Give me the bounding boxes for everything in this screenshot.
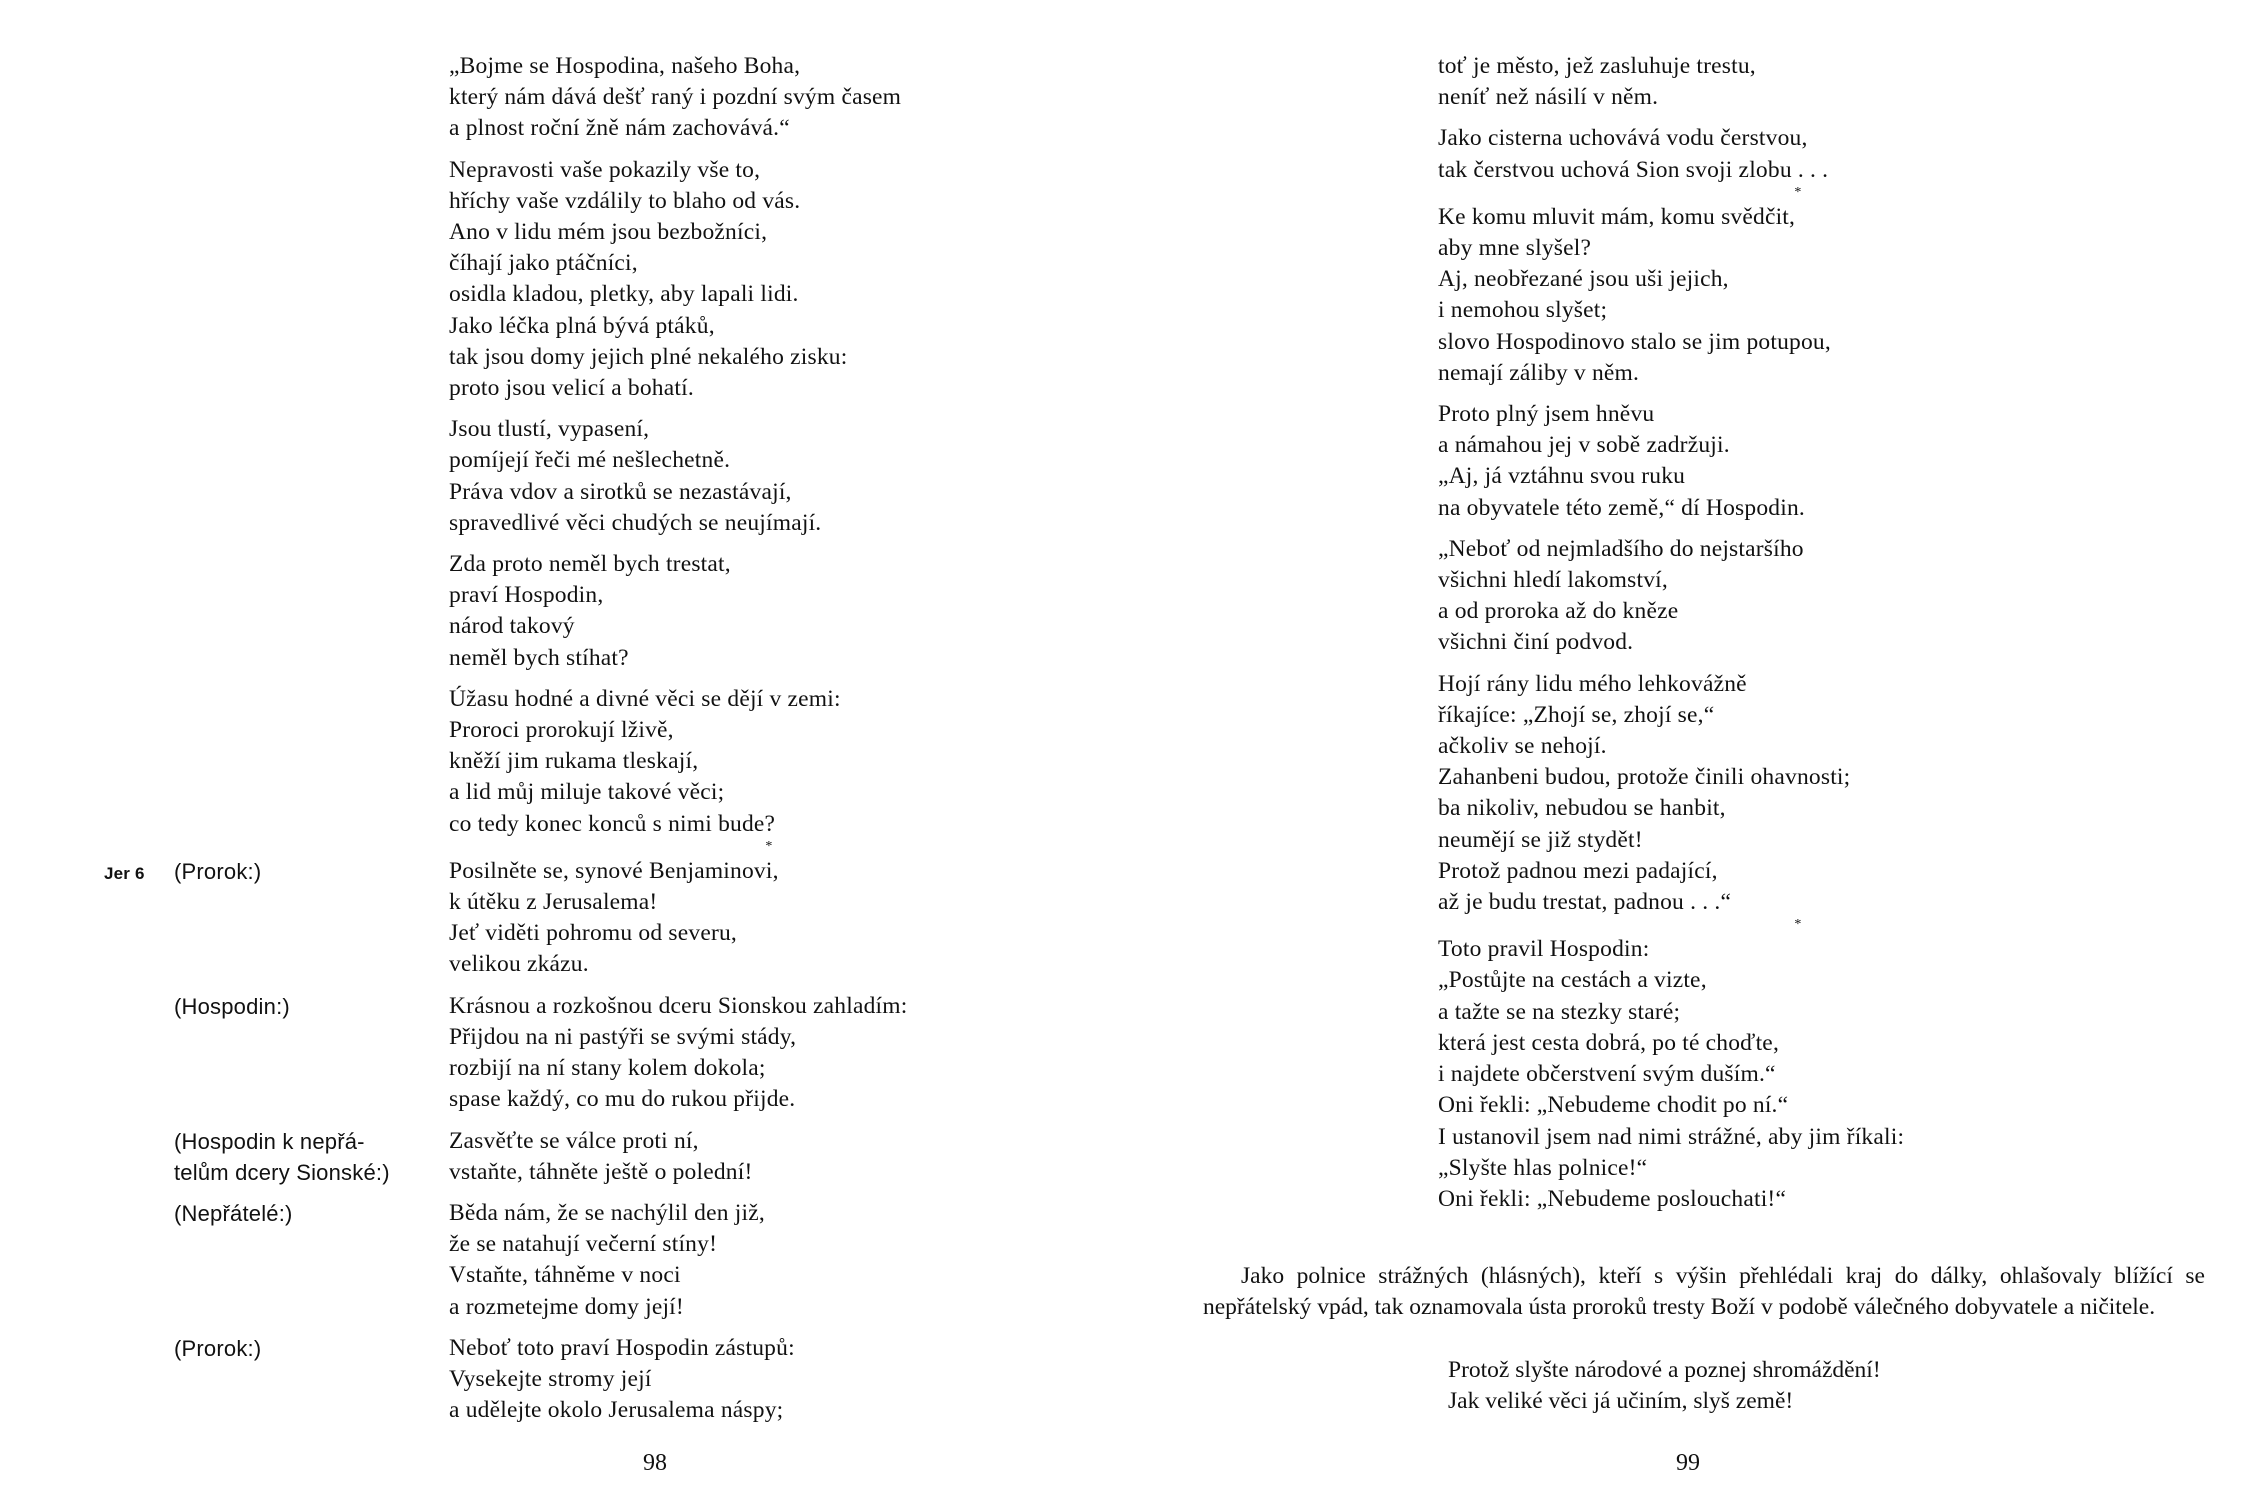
verse-line: která jest cesta dobrá, po té choďte, <box>1438 1029 1780 1056</box>
section-divider-star: * <box>765 838 773 854</box>
verse-line: Úžasu hodné a divné věci se dějí v zemi: <box>449 685 841 712</box>
verse-line: všichni hledí lakomství, <box>1438 567 1668 594</box>
verse-line: všichni činí podvod. <box>1438 629 1634 656</box>
verse-line: osidla kladou, pletky, aby lapali lidi. <box>449 281 799 308</box>
verse-line: spravedlivé věci chudých se neujímají. <box>449 509 822 536</box>
verse-line: aby mne slyšel? <box>1438 235 1592 262</box>
verse-line: Zasvěťte se válce proti ní, <box>449 1127 699 1154</box>
verse-line: Jsou tlustí, vypasení, <box>449 416 650 443</box>
verse-line: a lid můj miluje takové věci; <box>449 779 725 806</box>
verse-line: co tedy konec konců s nimi bude? <box>449 810 776 837</box>
verse-line: Posilněte se, synové Benjaminovi, <box>449 857 779 884</box>
verse-line: „Postůjte na cestách a vizte, <box>1438 967 1707 994</box>
speaker-label-line: (Hospodin k nepřá- <box>174 1128 365 1154</box>
verse-line: Zahanbeni budou, protože činili ohavnosti; <box>1438 764 1851 791</box>
speaker-stanza <box>174 1126 1089 1188</box>
stanza <box>1438 399 2158 524</box>
verse-line: k útěku z Jerusalema! <box>449 889 658 916</box>
speaker-label-line: (Prorok:) <box>174 1335 262 1361</box>
verse-line: Krásnou a rozkošnou dceru Sionskou zahladím: <box>449 992 908 1019</box>
speaker-label <box>174 1198 434 1229</box>
verse-line: nemají záliby v něm. <box>1438 359 1640 386</box>
verse-line: Ano v lidu mém jsou bezbožníci, <box>449 219 768 246</box>
speaker-label <box>174 1126 434 1188</box>
stanza <box>449 414 1089 539</box>
verse-line: i najdete občerstvení svým duším.“ <box>1438 1061 1776 1088</box>
stanza <box>449 155 1089 405</box>
verse-line: Zda proto neměl bych trestat, <box>449 551 731 578</box>
section-divider-star: * <box>1794 917 1802 933</box>
verse-line: Běda nám, že se nachýlil den již, <box>449 1199 765 1226</box>
verse-line: a rozmetejme domy její! <box>449 1293 684 1320</box>
verse-line: velikou zkázu. <box>449 951 589 978</box>
verse-line: říkajíce: „Zhojí se, zhojí se,“ <box>1438 701 1715 728</box>
verse-line: rozbijí na ní stany kolem dokola; <box>449 1055 766 1082</box>
stanza <box>1438 934 2158 1215</box>
verse-line: Oni řekli: „Nebudeme chodit po ní.“ <box>1438 1092 1789 1119</box>
stanza <box>449 684 1089 840</box>
verse-line: až je budu trestat, padnou . . .“ <box>1438 889 1732 916</box>
speaker-label-line: (Nepřátelé:) <box>174 1200 293 1226</box>
speaker-label-line: telům dcery Sionské:) <box>174 1159 390 1185</box>
verse-line: slovo Hospodinovo stalo se jim potupou, <box>1438 328 1831 355</box>
verse-line: kněží jim rukama tleskají, <box>449 748 699 775</box>
verse-line: neměl bych stíhat? <box>449 644 629 671</box>
verse-line: a od proroka až do kněze <box>1438 598 1679 625</box>
stanza <box>1438 51 2158 113</box>
verse-line: „Aj, já vztáhnu svou ruku <box>1438 463 1686 490</box>
verse-line: praví Hospodin, <box>449 582 604 609</box>
verse-line: Proto plný jsem hněvu <box>1438 401 1655 428</box>
verse-line: národ takový <box>449 613 575 640</box>
verse-line: na obyvatele této země,“ dí Hospodin. <box>1438 494 1805 521</box>
speaker-stanza <box>174 1198 1089 1323</box>
verse-line: a námahou jej v sobě zadržuji. <box>1438 432 1730 459</box>
speaker-label <box>174 991 434 1022</box>
verse-line: pomíjejí řeči mé nešlechetně. <box>449 447 731 474</box>
stanza <box>1438 123 2158 185</box>
closing-stanza <box>1448 1355 1881 1417</box>
verse-line: neumějí se již stydět! <box>1438 826 1643 853</box>
verse-line: ba nikoliv, nebudou se hanbit, <box>1438 795 1726 822</box>
speaker-label-line: (Prorok:) <box>174 858 262 884</box>
right-page <box>1123 0 2246 1500</box>
verse-line: neníť než násilí v něm. <box>1438 84 1659 111</box>
verse-line: hříchy vaše vzdálily to blaho od vás. <box>449 187 801 214</box>
verse-line: že se natahují večerní stíny! <box>449 1231 718 1258</box>
verse-line: proto jsou velicí a bohatí. <box>449 375 694 402</box>
scripture-reference: Jer 6 <box>104 863 145 883</box>
verse-line: vstaňte, táhněte ještě o polední! <box>449 1158 753 1185</box>
speaker-label <box>174 1333 434 1364</box>
verse-line: Jako léčka plná bývá ptáků, <box>449 312 715 339</box>
verse-line: i nemohou slyšet; <box>1438 297 1608 324</box>
verse-line: ačkoliv se nehojí. <box>1438 733 1607 760</box>
verse-line: Protož padnou mezi padající, <box>1438 857 1718 884</box>
verse-line: Jak veliké věci já učiním, slyš země! <box>1448 1388 1794 1415</box>
verse-line: Ke komu mluvit mám, komu svědčit, <box>1438 203 1796 230</box>
commentary-paragraph <box>1203 1261 2205 1323</box>
verse-line: tak jsou domy jejich plné nekalého zisku: <box>449 343 848 370</box>
verse-line: „Slyšte hlas polnice!“ <box>1438 1154 1648 1181</box>
verse-line: tak čerstvou uchová Sion svoji zlobu . . . <box>1438 156 1829 183</box>
right-verse-column <box>1438 51 2158 1225</box>
verse-line: Práva vdov a sirotků se nezastávají, <box>449 478 792 505</box>
stanza <box>1438 669 2158 919</box>
verse-line: číhají jako ptáčníci, <box>449 250 638 277</box>
verse-line: „Bojme se Hospodina, našeho Boha, <box>449 53 801 79</box>
stanza <box>449 549 1089 674</box>
page-number-left: 98 <box>643 1450 667 1476</box>
verse-line: Vstaňte, táhněme v noci <box>449 1262 681 1289</box>
left-verse-column <box>104 51 1089 1436</box>
verse-line: Oni řekli: „Nebudeme poslouchati!“ <box>1438 1185 1787 1212</box>
verse-line: Protož slyšte národové a poznej shromáždění! <box>1448 1357 1881 1383</box>
speaker-stanza <box>104 856 1089 981</box>
verse-line: Hojí rány lidu mého lehkovážně <box>1438 670 1747 697</box>
verse-line: spase každý, co mu do rukou přijde. <box>449 1086 796 1113</box>
verse-line: Nepravosti vaše pokazily vše to, <box>449 156 761 183</box>
verse-line: Neboť toto praví Hospodin zástupů: <box>449 1334 795 1361</box>
verse-line: I ustanovil jsem nad nimi strážné, aby jim říkali: <box>1438 1123 1905 1150</box>
verse-line: Vysekejte stromy její <box>449 1365 652 1392</box>
commentary-text: Jako polnice strážných (hlásných), kteří s výšin přehlédali kraj do dálky, ohlašovaly blížící se nepřátelský vpád, tak oznamovala ústa proroků tresty Boží v podobě válečného dobyvatele a ničitele. <box>1203 1263 2205 1321</box>
verse-line: který nám dává dešť raný i pozdní svým časem <box>449 84 902 111</box>
speaker-stanza <box>174 1333 1089 1427</box>
section-divider-star: * <box>1794 184 1802 200</box>
verse-line: „Neboť od nejmladšího do nejstaršího <box>1438 535 1804 562</box>
verse-line: Proroci prorokují lživě, <box>449 717 674 744</box>
verse-line: Aj, neobřezané jsou uši jejich, <box>1438 266 1729 293</box>
verse-line: a tažte se na stezky staré; <box>1438 998 1681 1025</box>
verse-line: Přijdou na ni pastýři se svými stády, <box>449 1023 797 1050</box>
verse-line: Toto pravil Hospodin: <box>1438 936 1650 963</box>
verse-line: a plnost roční žně nám zachovává.“ <box>449 115 790 142</box>
speaker-stanza <box>174 991 1089 1116</box>
verse-line: a udělejte okolo Jerusalema náspy; <box>449 1397 784 1424</box>
page-number-right: 99 <box>1676 1450 1700 1476</box>
stanza <box>449 51 1089 145</box>
verse-line: Jako cisterna uchovává vodu čerstvou, <box>1438 125 1808 152</box>
stanza <box>1438 534 2158 659</box>
speaker-label <box>174 856 434 887</box>
speaker-label-line: (Hospodin:) <box>174 993 290 1019</box>
verse-line: toť je město, jež zasluhuje trestu, <box>1438 53 1756 79</box>
verse-line: Jeť viděti pohromu od severu, <box>449 920 737 947</box>
stanza <box>1438 202 2158 389</box>
